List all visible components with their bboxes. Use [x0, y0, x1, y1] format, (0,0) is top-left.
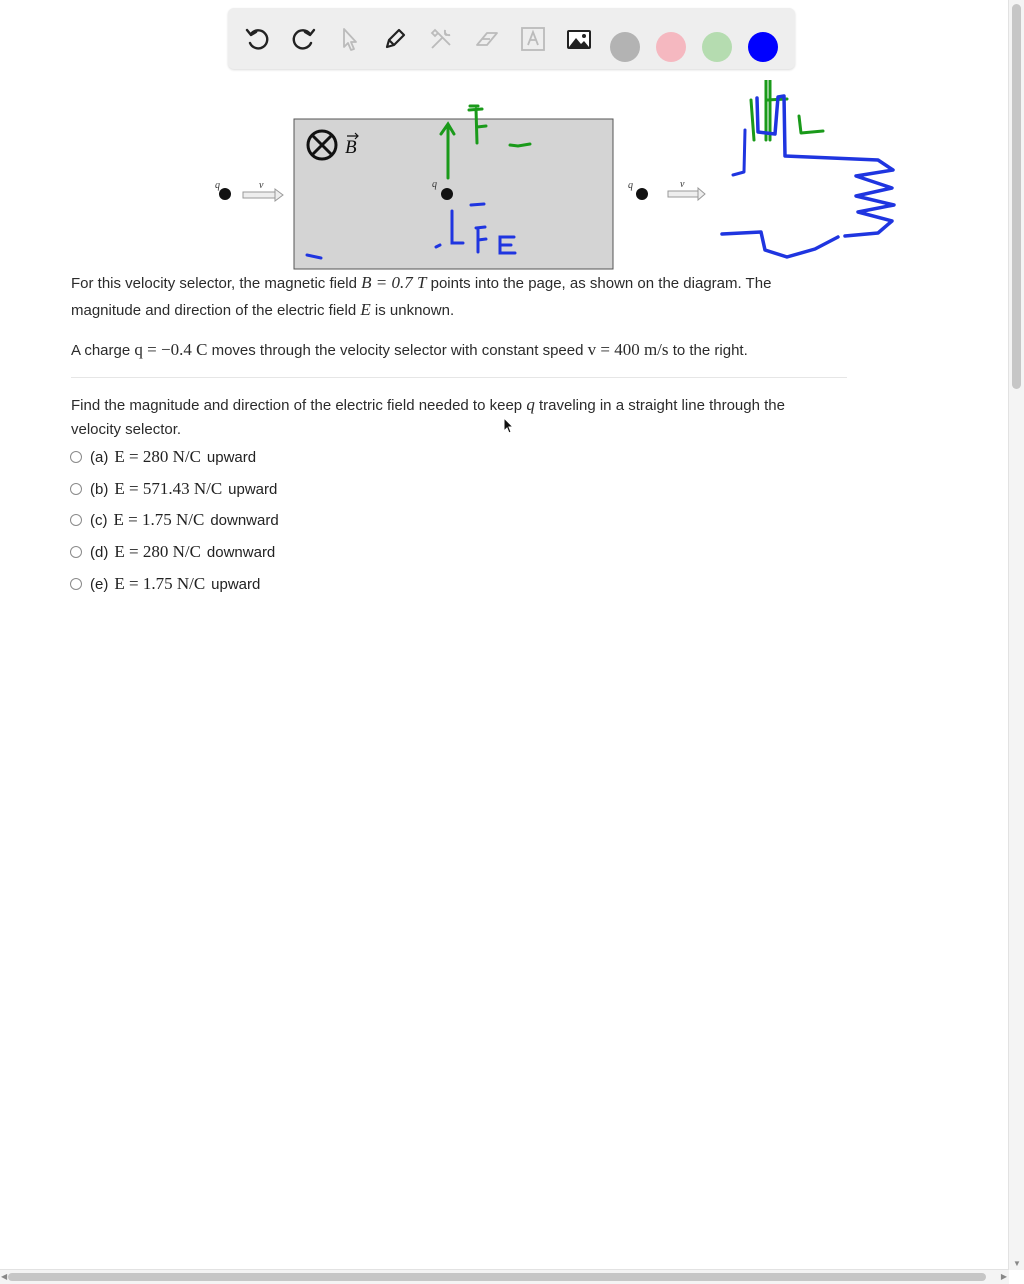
velocity-label-left: v [259, 180, 264, 191]
right-hand-sketch [722, 80, 894, 257]
p1-text-a: For this velocity selector, the magnetic field [71, 275, 357, 292]
radio-button[interactable] [70, 546, 82, 558]
question-prompt [71, 393, 785, 442]
charge-dot-right [636, 188, 648, 200]
option-direction: downward [210, 511, 279, 529]
color-swatch-green[interactable] [702, 32, 732, 62]
p2-text-a: A charge [71, 342, 131, 359]
field-region [294, 119, 613, 269]
scroll-left-icon[interactable]: ◀ [1, 1272, 8, 1281]
color-swatch-blue[interactable] [748, 32, 778, 62]
radio-button[interactable] [70, 578, 82, 590]
select-cursor-icon[interactable] [333, 23, 365, 55]
tools-icon[interactable] [425, 23, 457, 55]
p1-text-f: is unknown. [374, 302, 455, 319]
radio-button[interactable] [70, 451, 82, 463]
option-label: (e) [90, 575, 109, 593]
charge-label-left: q [215, 180, 220, 191]
image-icon[interactable] [563, 23, 595, 55]
horizontal-scroll-thumb[interactable] [8, 1273, 986, 1281]
option-label: (a) [90, 448, 109, 466]
eraser-icon[interactable] [471, 23, 503, 55]
radio-button[interactable] [70, 514, 82, 526]
scroll-right-icon[interactable]: ▶ [1000, 1272, 1007, 1281]
answer-option-b[interactable] [70, 477, 277, 501]
velocity-label-right: v [680, 179, 685, 190]
charge-dot-left [219, 188, 231, 200]
option-direction: downward [206, 543, 276, 561]
option-direction: upward [228, 480, 278, 498]
option-math: E = 1.75 N/C [114, 574, 206, 593]
drawing-toolbar [228, 8, 795, 69]
answer-option-e[interactable] [70, 572, 260, 596]
question-paragraph-2 [71, 337, 748, 364]
p2-math-d: v = 400 m/s [587, 340, 669, 359]
option-label: (c) [90, 511, 108, 529]
redo-icon[interactable] [287, 23, 319, 55]
velocity-selector-diagram [0, 80, 1009, 270]
option-math: E = 571.43 N/C [114, 479, 223, 498]
option-math: E = 1.75 N/C [113, 510, 205, 529]
prompt-math-q: q [526, 395, 535, 414]
p1-text-d: magnitude and direction of the electric field [71, 302, 357, 319]
prompt-text-a: Find the magnitude and direction of the electric field needed to keep [71, 397, 523, 414]
p1-math-b: B = 0.7 T [361, 273, 427, 292]
mouse-pointer-icon [503, 417, 515, 435]
charge-label-right: q [628, 180, 633, 191]
p1-text-c: points into the page, as shown on the diagram. The [430, 275, 772, 292]
velocity-arrow-right [668, 188, 705, 200]
vertical-scrollbar[interactable] [1008, 0, 1024, 1270]
prompt-text-d: velocity selector. [71, 421, 182, 438]
option-label: (d) [90, 543, 109, 561]
option-label: (b) [90, 480, 109, 498]
text-box-icon[interactable] [517, 23, 549, 55]
answer-option-d[interactable] [70, 540, 275, 564]
option-math: E = 280 N/C [114, 542, 201, 561]
color-swatch-gray[interactable] [610, 32, 640, 62]
color-swatch-pink[interactable] [656, 32, 686, 62]
prompt-text-c: traveling in a straight line through the [538, 397, 785, 414]
p2-text-c: moves through the velocity selector with constant speed [211, 342, 584, 359]
p1-math-e: E [360, 300, 371, 319]
option-direction: upward [206, 448, 257, 466]
vertical-scroll-thumb[interactable] [1012, 4, 1021, 389]
field-label-b: B [345, 137, 357, 158]
answer-option-a[interactable] [70, 445, 256, 469]
option-direction: upward [211, 575, 261, 593]
section-divider [71, 377, 847, 378]
horizontal-scrollbar[interactable] [0, 1269, 1009, 1284]
pen-icon[interactable] [379, 23, 411, 55]
p2-math-b: q = −0.4 C [134, 340, 208, 359]
scroll-down-icon[interactable]: ▼ [1013, 1259, 1021, 1268]
radio-button[interactable] [70, 483, 82, 495]
p2-text-e: to the right. [672, 342, 748, 359]
question-paragraph-1 [71, 270, 771, 324]
charge-dot-center [441, 188, 453, 200]
answer-option-c[interactable] [70, 508, 279, 532]
option-math: E = 280 N/C [114, 447, 201, 466]
charge-label-center: q [432, 179, 437, 190]
undo-icon[interactable] [242, 23, 274, 55]
